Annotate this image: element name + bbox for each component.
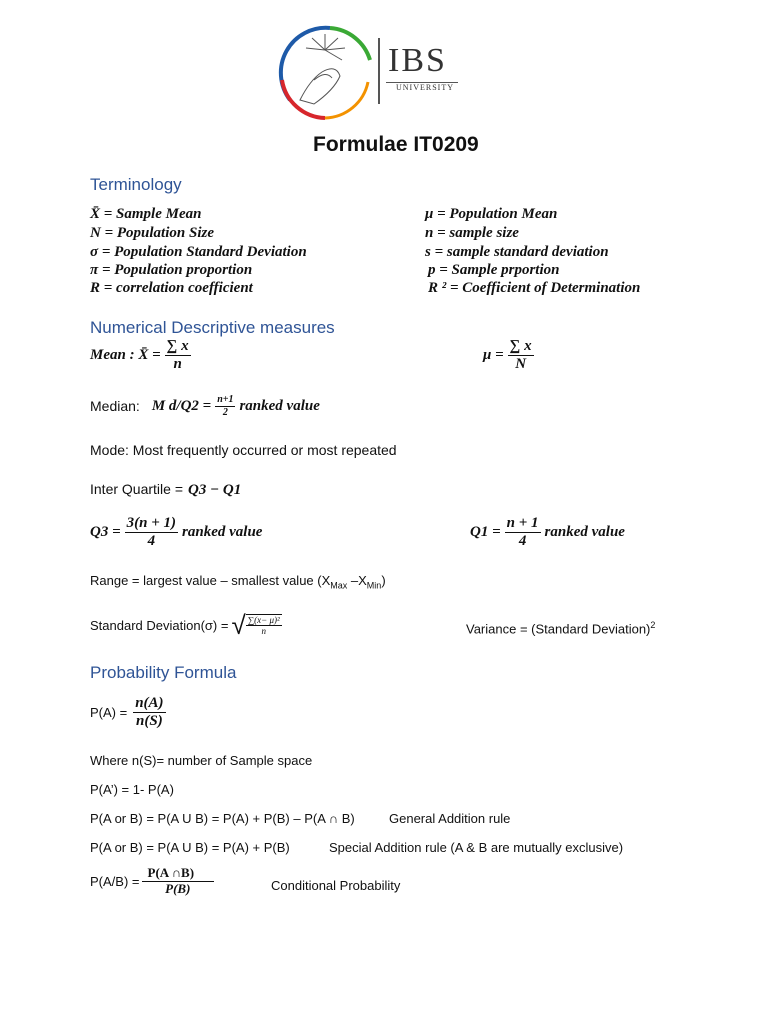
cond-denominator: P(B)	[165, 880, 191, 896]
term-left-4: π = Population proportion	[90, 262, 253, 278]
term-left-3: σ = Population Standard Deviation	[90, 244, 307, 260]
descriptive-heading: Numerical Descriptive measures	[90, 318, 335, 337]
mode-text: Mode: Most frequently occurred or most repeated	[90, 442, 397, 458]
median-expr: M d/Q2 =	[151, 397, 212, 414]
pa-numerator: n(A)	[133, 695, 165, 713]
where-text: Where n(S)= number of Sample space	[90, 753, 313, 768]
term-right-2: n = sample size	[425, 225, 519, 241]
variance-text	[466, 620, 655, 636]
q1-ranked: ranked value	[544, 524, 625, 541]
sd-formula	[90, 612, 282, 638]
range-label: Range = largest value – smallest value (X	[90, 573, 331, 588]
median-ranked: ranked value	[239, 397, 320, 414]
term-left-2: N = Population Size	[90, 225, 214, 241]
probability-heading: Probability Formula	[90, 663, 237, 682]
mu-label: μ =	[483, 347, 504, 364]
page-title: Formulae IT0209	[313, 133, 479, 156]
median-label: Median:	[90, 398, 140, 414]
variance-sup: 2	[650, 620, 656, 630]
logo-brand: IBS	[388, 42, 447, 79]
mean-numerator: ∑ x	[165, 338, 191, 356]
term-left-1: X̄ = Sample Mean	[90, 206, 202, 222]
pa-label: P(A) =	[90, 705, 128, 721]
population-mean-formula	[483, 338, 534, 374]
sd-label: Standard Deviation(σ) =	[90, 617, 229, 633]
median-denominator: 2	[222, 406, 228, 418]
special-addition-formula: P(A or B) = P(A U B) = P(A) + P(B)	[90, 840, 290, 855]
complement-text: P(A’) = 1- P(A)	[90, 782, 174, 797]
range-end: )	[381, 573, 386, 588]
q3-denominator: 4	[147, 533, 156, 550]
cond-numerator: P(A ∩B)	[142, 866, 215, 882]
pa-formula	[90, 695, 166, 731]
general-addition-formula: P(A or B) = P(A U B) = P(A) + P(B) – P(A ∩ B)	[90, 811, 355, 826]
median-formula	[90, 394, 320, 418]
logo-sub: UNIVERSITY	[396, 83, 454, 92]
special-addition-rule: Special Addition rule (A & B are mutually exclusive)	[329, 840, 624, 855]
pa-denominator: n(S)	[136, 713, 163, 730]
range-mid: –X	[347, 573, 367, 588]
iqr-formula	[90, 481, 241, 499]
cond-label: P(A/B) =	[90, 873, 140, 889]
range-min: Min	[366, 580, 382, 591]
conditional-formula	[90, 866, 214, 897]
logo-emblem-icon	[270, 20, 380, 120]
iqr-expr: Q3 − Q1	[188, 482, 242, 498]
mean-formula	[90, 338, 191, 374]
mean-denominator: n	[173, 356, 182, 373]
sd-numerator: ∑(x− μ)²	[247, 614, 280, 625]
q1-denominator: 4	[518, 533, 527, 550]
mean-label: Mean : X̄ =	[90, 347, 161, 364]
terminology-heading: Terminology	[90, 175, 182, 194]
q3-formula	[90, 515, 262, 551]
variance-label: Variance = (Standard Deviation)	[466, 621, 651, 637]
q1-formula	[470, 515, 625, 551]
q1-label: Q1 =	[470, 524, 501, 541]
term-right-5: R ² = Coefficient of Determination	[428, 280, 641, 296]
term-left-5: R = correlation coefficient	[90, 280, 253, 296]
range-max: Max	[330, 580, 348, 591]
mu-numerator: ∑ x	[508, 338, 534, 356]
median-numerator: n+1	[217, 394, 234, 405]
conditional-rule: Conditional Probability	[271, 878, 401, 893]
q3-ranked: ranked value	[182, 524, 263, 541]
term-right-4: p = Sample prportion	[428, 262, 560, 278]
general-addition-rule: General Addition rule	[389, 811, 511, 826]
sqrt-icon: √	[231, 610, 246, 640]
q3-label: Q3 =	[90, 524, 121, 541]
term-right-1: μ = Population Mean	[425, 206, 558, 222]
q1-numerator: n + 1	[505, 515, 541, 533]
sd-denominator: n	[261, 626, 266, 636]
iqr-label: Inter Quartile =	[90, 481, 183, 497]
mu-denominator: N	[515, 356, 527, 373]
term-right-3: s = sample standard deviation	[425, 244, 609, 260]
q3-numerator: 3(n + 1)	[125, 515, 178, 533]
logo	[270, 20, 470, 120]
range-text	[90, 573, 386, 591]
